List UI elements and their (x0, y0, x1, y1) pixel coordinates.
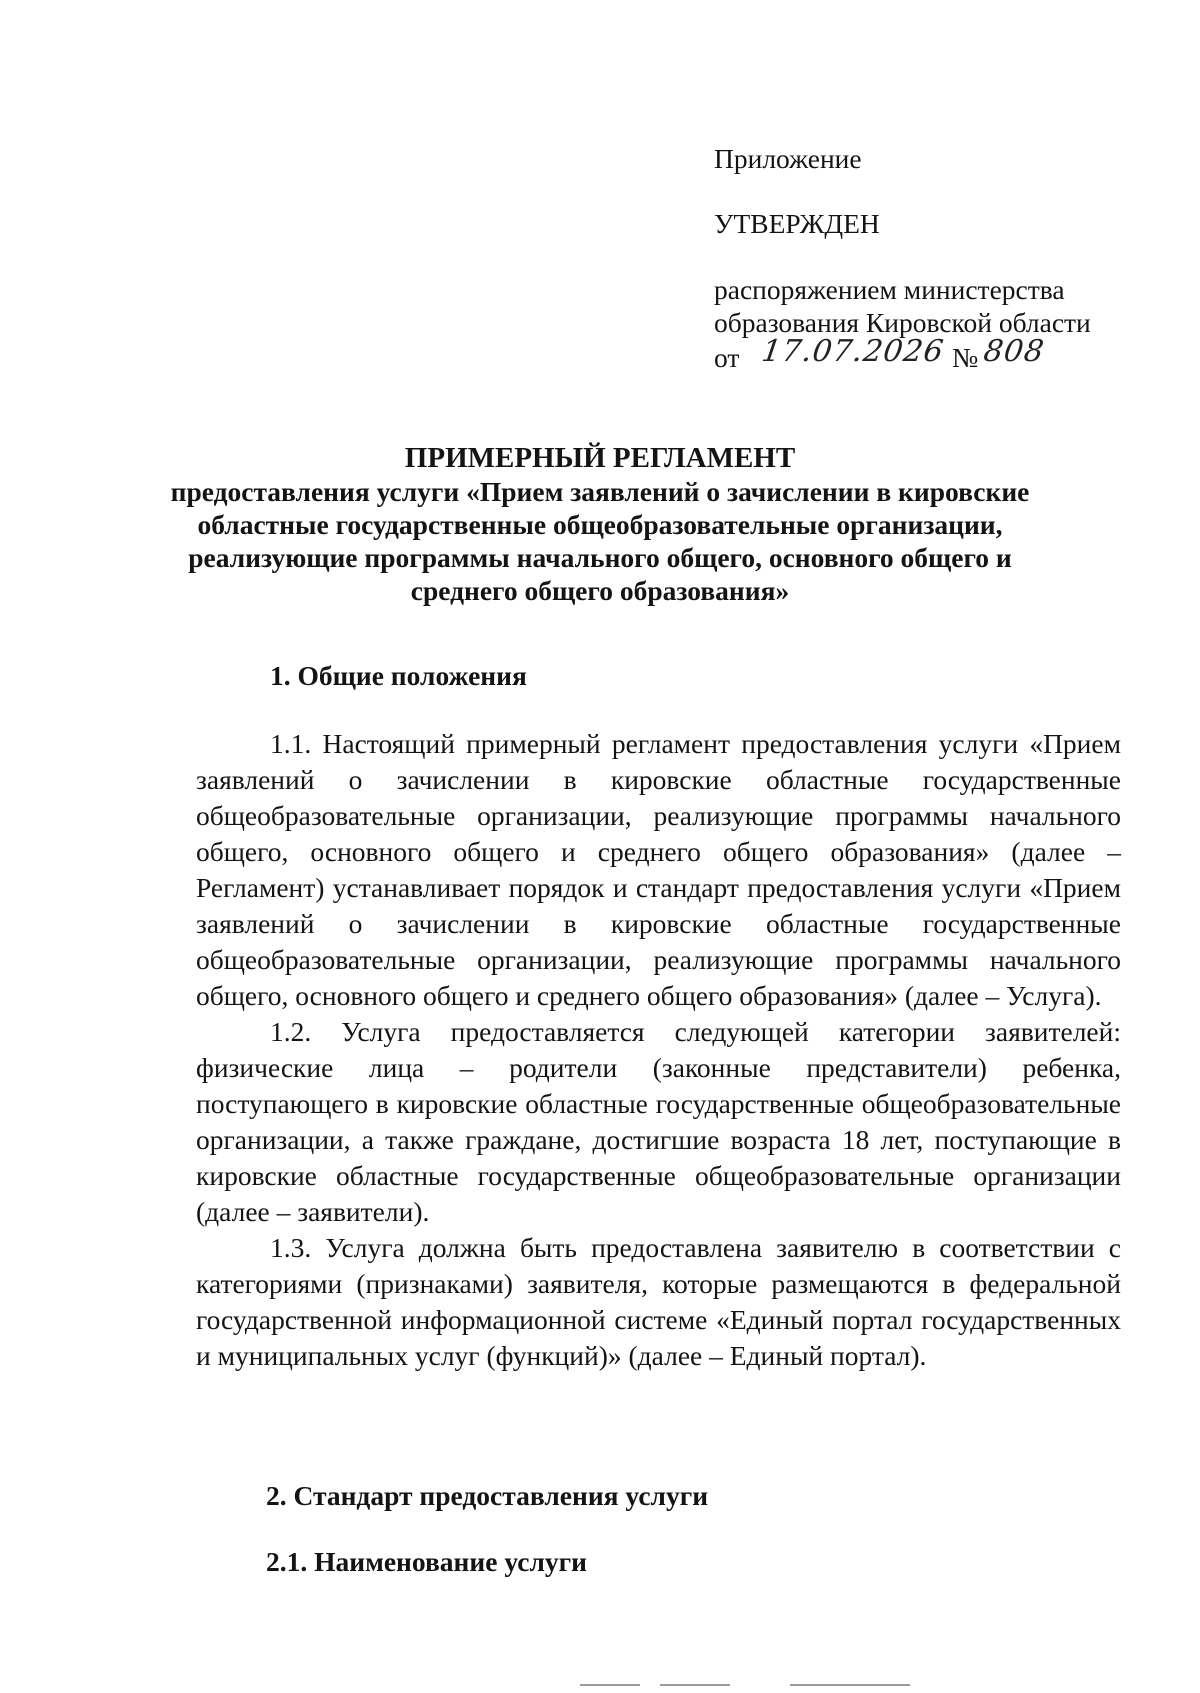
scan-artifact-marks (580, 1684, 1000, 1687)
section-2-1-heading: 2.1. Наименование услуги (266, 1546, 587, 1577)
document-title-block (150, 442, 1050, 607)
document-subtitle-line-2: областные государственные общеобразовательные организации, (197, 509, 1003, 540)
document-subtitle-line-4: среднего общего образования» (410, 575, 790, 606)
section-2-heading: 2. Стандарт предоставления услуги (266, 1480, 709, 1511)
date-prefix: от (714, 342, 740, 373)
handwritten-number: 808 (981, 334, 1047, 369)
section-1-body (196, 726, 1121, 1374)
paragraph-1-2: 1.2. Услуга предоставляется следующей категории заявителей: физические лица – родители (законные представители) ребенка, поступающего в кировские областные государственные общеобразовательные организации, а также граждане, достигшие возраста 18 лет, поступающие в кировские областные государственные общеобразовательные организации (далее – заявители). (196, 1016, 1121, 1227)
approved-by-line-1: распоряжением министерства (714, 274, 1065, 305)
appendix-label: Приложение (714, 143, 862, 174)
handwritten-date: 17.07.2026 (759, 334, 947, 369)
date-number-row (714, 334, 1144, 375)
paragraph-1-3: 1.3. Услуга должна быть предоставлена заявителю в соответствии с категориями (признаками) заявителя, которые размещаются в федеральной государственной информационной системе «Единый портал государственных и муниципальных услуг (функций)» (далее – Единый портал). (196, 1232, 1121, 1371)
approval-block (714, 142, 1144, 375)
paragraph-1-1: 1.1. Настоящий примерный регламент предоставления услуги «Прием заявлений о зачислении в кировские областные государственные общеобразовательные организации, реализующие программы начального общего, основного общего и среднего общего образования» (далее – Регламент) устанавливает порядок и стандарт предоставления услуги «Прием заявлений о зачислении в кировские областные государственные общеобразовательные организации, реализующие программы начального общего, основного общего и среднего общего образования» (далее – Услуга). (196, 728, 1121, 1011)
section-1-heading: 1. Общие положения (270, 660, 527, 691)
approved-label: УТВЕРЖДЕН (714, 208, 880, 239)
approved-by-line-2: образования Кировской области (714, 307, 1091, 338)
document-subtitle-line-1: предоставления услуги «Прием заявлений о зачислении в кировские (170, 476, 1030, 507)
document-title: ПРИМЕРНЫЙ РЕГЛАМЕНТ (404, 442, 796, 474)
document-subtitle-line-3: реализующие программы начального общего, основного общего и (188, 542, 1012, 573)
number-prefix: № (952, 342, 979, 373)
